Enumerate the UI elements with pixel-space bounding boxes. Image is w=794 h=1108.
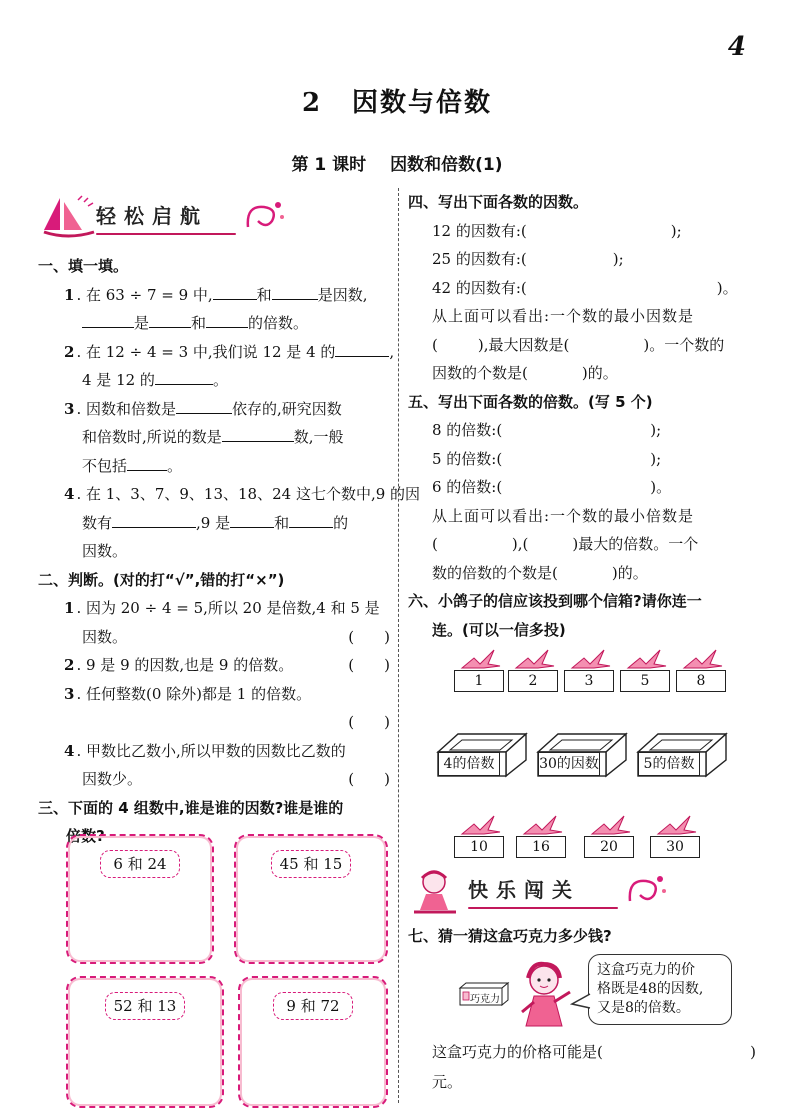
judge-q4-cont — [38, 765, 390, 794]
pair-box[interactable] — [66, 976, 224, 1108]
judge-q2: 2 . 9 是 9 的因数,也是 9 的倍数。 ( ) — [38, 651, 390, 680]
multiples-note-3 — [408, 559, 760, 588]
answer-paren[interactable]: ( ) — [348, 770, 390, 788]
page-number: 4 — [727, 32, 746, 62]
fill-q3: 3 . 因数和倍数是 依存的,研究因数 — [64, 399, 342, 418]
mailbox-label: 4的倍数 — [438, 752, 500, 776]
q-text: 依存的,研究因数 — [232, 399, 342, 418]
mailbox-label: 30的因数 — [538, 752, 600, 776]
mailbox-label: 5的倍数 — [638, 752, 700, 776]
q-text: )的。 — [611, 563, 648, 582]
banner-kuaile — [408, 866, 668, 916]
mailbox-heading: 六、小鸽子的信应该投到哪个信箱?请你连一 — [408, 592, 702, 610]
q-text: 和 — [256, 285, 272, 304]
q-text: 。 — [212, 371, 228, 389]
pigeon-letter[interactable] — [508, 648, 560, 694]
swirl-decoration-icon — [624, 871, 668, 911]
q-number: 1 — [64, 599, 75, 617]
chocolate-box — [458, 982, 510, 1006]
q-text: 因为 20 ÷ 4 = 5,所以 20 是倍数,4 和 5 是 — [85, 599, 380, 617]
q-text: 的 — [333, 513, 349, 532]
q-text: 因数的个数是( — [432, 364, 528, 382]
banner-qingsong — [38, 192, 288, 242]
right-column-text — [408, 188, 760, 644]
multiples-heading: 五、写出下面各数的倍数。(写 5 个) — [408, 392, 653, 411]
lesson-name: 因数和倍数(1) — [390, 155, 503, 175]
answer-blank[interactable] — [272, 285, 318, 300]
q-text: 5 的倍数:( — [432, 449, 503, 468]
mailbox[interactable] — [436, 732, 528, 778]
chocolate-answer-unit: 元。 — [432, 1073, 463, 1091]
q-text: ); — [670, 221, 682, 240]
q-text: 因数。 — [82, 627, 128, 646]
fill-q3-cont — [38, 423, 390, 452]
pair-label: 6 和 24 — [100, 850, 180, 878]
chocolate-answer — [432, 1038, 756, 1067]
answer-blank[interactable] — [289, 513, 333, 528]
q-number: 2 — [64, 656, 75, 674]
pairs-heading: 三、下面的 4 组数中,谁是谁的因数?谁是谁的 — [38, 798, 344, 817]
q-number: 4 — [64, 485, 75, 503]
q-number: 1 — [64, 285, 75, 304]
letter-number: 10 — [454, 836, 504, 858]
q-text: 任何整数(0 除外)都是 1 的倍数。 — [85, 684, 312, 703]
fill-q1-cont — [38, 309, 390, 338]
q-text: )的。 — [581, 364, 618, 382]
banner-right-text: 快乐闯关 — [468, 877, 580, 902]
q-text: 是因数, — [317, 285, 368, 304]
q-text: 数有 — [82, 513, 113, 532]
q-text: 9 是 9 的因数,也是 9 的倍数。 — [85, 656, 294, 674]
q-text: ,9 是 — [196, 513, 231, 532]
q-text: 和 — [191, 314, 207, 332]
fill-q4-cont2 — [38, 537, 390, 566]
sailboat-icon — [38, 192, 96, 242]
factors-note-2 — [408, 331, 760, 360]
girl-icon — [514, 958, 578, 1034]
letter-number: 3 — [564, 670, 614, 692]
q-text: ); — [650, 449, 662, 468]
letter-number: 8 — [676, 670, 726, 692]
mailbox[interactable] — [636, 732, 728, 778]
q-text: 因数。 — [82, 542, 128, 560]
pigeon-letter[interactable] — [564, 648, 616, 694]
answer-blank[interactable] — [82, 313, 134, 328]
chapter-title — [0, 82, 794, 119]
q-text: ); — [612, 250, 624, 268]
fill-q1: 1 . 在 63 ÷ 7 = 9 中, 和 是因数, — [64, 285, 368, 304]
chapter-name: 因数与倍数 — [352, 88, 493, 118]
pair-label: 45 和 15 — [271, 850, 351, 878]
answer-paren[interactable]: ( ) — [348, 713, 390, 731]
q-text: )。一个数的 — [643, 335, 725, 354]
q-text: ) — [750, 1043, 756, 1061]
q-text: 和 — [274, 513, 290, 532]
q-text: 因数和倍数是 — [85, 399, 176, 418]
fill-q4-cont — [38, 509, 390, 538]
pair-label: 9 和 72 — [273, 992, 353, 1020]
answer-blank[interactable] — [213, 285, 257, 300]
factors-heading: 四、写出下面各数的因数。 — [408, 193, 589, 211]
multiples-note-1: 从上面可以看出:一个数的最小倍数是 — [432, 506, 695, 525]
q-text: 因数少。 — [82, 770, 143, 788]
judge-heading: 二、判断。(对的打“√”,错的打“×”) — [38, 570, 285, 589]
fill-q2: 2 . 在 12 ÷ 4 = 3 中,我们说 12 是 4 的 , — [64, 342, 395, 361]
q-number: 2 — [64, 342, 75, 361]
factors-12 — [408, 217, 760, 246]
pair-box[interactable] — [238, 976, 388, 1108]
q-text: 。 — [167, 456, 183, 475]
answer-blank[interactable] — [176, 399, 232, 414]
q-text: 和倍数时,所说的数是 — [82, 428, 222, 446]
pigeon-letter[interactable] — [454, 814, 506, 860]
answer-blank[interactable] — [127, 456, 167, 471]
q-text: , — [389, 342, 395, 361]
q-number: 4 — [64, 741, 75, 760]
mailbox[interactable] — [536, 732, 628, 778]
factors-25 — [408, 245, 760, 274]
q-text: 在 12 ÷ 4 = 3 中,我们说 12 是 4 的 — [85, 342, 336, 361]
letter-number: 1 — [454, 670, 504, 692]
mailbox-heading-cont: 连。(可以一信多投) — [432, 620, 566, 639]
q-text: 数,一般 — [293, 428, 344, 446]
fill-heading: 一、填一填。 — [38, 257, 129, 275]
judge-q4: 4 . 甲数比乙数小,所以甲数的因数比乙数的 — [64, 741, 346, 760]
answer-blank[interactable] — [112, 513, 196, 528]
q-text: )。 — [716, 278, 738, 297]
factors-note-1: 从上面可以看出:一个数的最小因数是 — [432, 307, 695, 325]
answer-blank[interactable] — [230, 513, 274, 528]
pigeon-letter[interactable] — [454, 648, 506, 694]
lesson-title — [0, 150, 794, 175]
q-text: 8 的倍数:( — [432, 421, 503, 439]
answer-paren[interactable]: ( ) — [348, 656, 390, 674]
q-text: 25 的因数有:( — [432, 250, 527, 268]
chapter-number: 2 — [301, 88, 323, 118]
column-divider — [398, 188, 399, 1103]
pair-label: 52 和 13 — [105, 992, 185, 1020]
pigeon-letter[interactable] — [584, 814, 636, 860]
q-text: 不包括 — [82, 456, 128, 475]
pigeon-letter[interactable] — [650, 814, 702, 860]
q-text: ( — [432, 535, 438, 553]
factors-note-3 — [408, 359, 760, 388]
answer-paren[interactable]: ( ) — [348, 627, 390, 646]
judge-q3-paren-row — [38, 708, 390, 737]
speech-bubble — [588, 954, 732, 1025]
kid-icon — [408, 866, 462, 916]
judge-q1: 1 . 因为 20 ÷ 4 = 5,所以 20 是倍数,4 和 5 是 — [64, 599, 380, 617]
q-text: 在 63 ÷ 7 = 9 中, — [85, 285, 213, 304]
answer-blank[interactable] — [149, 313, 191, 328]
answer-blank[interactable] — [222, 427, 294, 442]
fill-q4: 4 . 在 1、3、7、9、13、18、24 这七个数中,9 的因 — [64, 485, 421, 503]
q-text: 这盒巧克力的价格可能是( — [432, 1043, 603, 1061]
q-text: 是 — [134, 314, 150, 332]
pigeon-letter[interactable] — [620, 648, 672, 694]
pigeon-letter[interactable] — [676, 648, 728, 694]
judge-q1-cont — [38, 623, 390, 652]
q-text: ),最大因数是( — [477, 335, 570, 354]
bubble-line: 这盒巧克力的价 — [597, 962, 695, 978]
answer-blank[interactable] — [335, 342, 389, 357]
q-number: 3 — [64, 399, 75, 418]
multiples-8 — [408, 416, 760, 445]
letter-number: 20 — [584, 836, 634, 858]
multiples-5 — [408, 445, 760, 474]
multiples-note-2 — [408, 530, 760, 559]
lesson-label: 第 1 课时 — [291, 155, 367, 175]
q-text: 12 的因数有:( — [432, 221, 527, 240]
swirl-decoration-icon — [242, 197, 286, 237]
q-text: 4 是 12 的 — [82, 371, 155, 389]
pair-box[interactable] — [66, 834, 214, 964]
chocolate-heading: 七、猜一猜这盒巧克力多少钱? — [408, 927, 612, 945]
answer-blank[interactable] — [206, 313, 248, 328]
q-text: 6 的倍数:( — [432, 478, 503, 496]
bubble-line: 格既是48的因数, — [597, 981, 704, 997]
bubble-line: 又是8的倍数。 — [597, 1000, 690, 1016]
letter-number: 2 — [508, 670, 558, 692]
pair-box[interactable] — [234, 834, 388, 964]
letter-number: 30 — [650, 836, 700, 858]
q-text: 42 的因数有:( — [432, 278, 527, 297]
fill-q2-cont — [38, 366, 390, 395]
factors-42 — [408, 274, 760, 303]
section-fill — [38, 252, 421, 851]
letter-number: 16 — [516, 836, 566, 858]
q-text: )。 — [650, 478, 672, 496]
q-text: 数的倍数的个数是( — [432, 563, 558, 582]
q-text: 在 1、3、7、9、13、18、24 这七个数中,9 的因 — [85, 485, 421, 503]
banner-left-text: 轻松启航 — [96, 203, 208, 228]
q-number: 3 — [64, 684, 75, 703]
judge-q3: 3 . 任何整数(0 除外)都是 1 的倍数。 — [64, 684, 312, 703]
pairs-heading-cont: 倍数? — [66, 827, 105, 845]
q-text: )最大的倍数。一个 — [572, 535, 699, 553]
letter-number: 5 — [620, 670, 670, 692]
multiples-6 — [408, 473, 760, 502]
q-text: 的倍数。 — [248, 314, 309, 332]
q-text: ); — [650, 421, 662, 439]
fill-q3-cont2 — [38, 452, 390, 481]
bubble-tail-icon — [570, 992, 592, 1012]
chocolate-box-label: 巧克力 — [470, 994, 500, 1005]
pigeon-letter[interactable] — [516, 814, 568, 860]
answer-blank[interactable] — [155, 370, 213, 385]
q-text: ( — [432, 335, 438, 354]
q-text: ),( — [511, 535, 529, 553]
q-text: 甲数比乙数小,所以甲数的因数比乙数的 — [85, 741, 346, 760]
